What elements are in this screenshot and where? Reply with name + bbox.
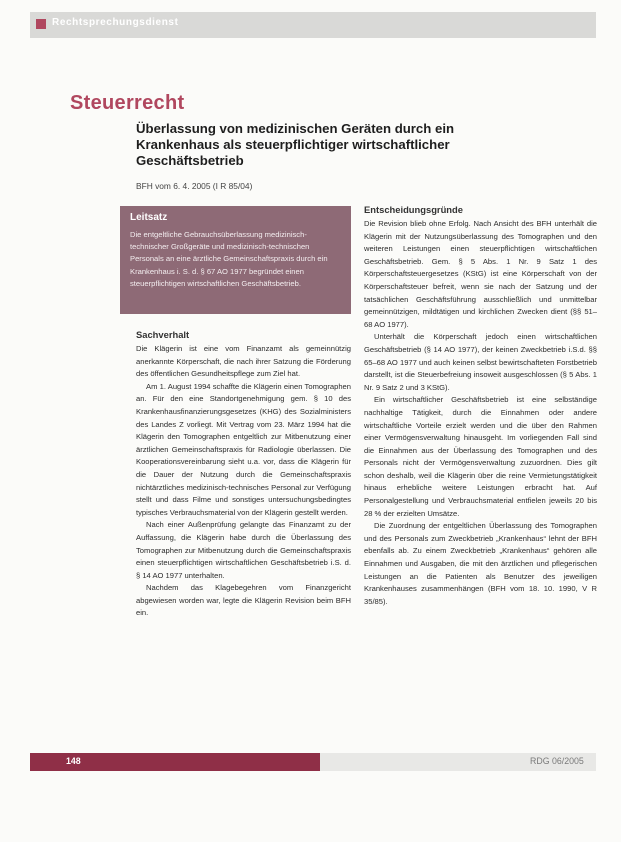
- entscheidung-paragraph: Die Zuordnung der entgeltlichen Überlassung des Tomographen und des Personals zum Zweckbetrieb „Krankenhaus“ lehnt der BFH ebenfalls ab. Zu einem Zweckbetrieb „Krankenhaus“ gehören alle Einnahmen und Ausgaben, die mit den ärztlichen und pflegerischen Leistungen an die Patienten als Benutzer des jeweiligen Krankenhauses zusammenhängen (BFH vom 18. 10. 1990, V R 35/85).: [364, 521, 597, 606]
- article-citation: BFH vom 6. 4. 2005 (I R 85/04): [136, 181, 253, 191]
- sachverhalt-heading: Sachverhalt: [136, 329, 190, 340]
- journal-issue: RDG 06/2005: [530, 756, 584, 766]
- entscheidungsgruende-column: [364, 218, 597, 608]
- sachverhalt-paragraph: Nach einer Außenprüfung gelangte das Finanzamt zu der Auffassung, die Klägerin habe durch die Überlassung des Tomographen zur Mitbenutzung durch die Gemeinschaftspraxis einen steuerpflichtigen wirtschaftlichen Geschäftsbetrieb i.S. d. § 14 AO 1977 unterhalten.: [136, 520, 351, 580]
- sachverhalt-paragraph: Die Klägerin ist eine vom Finanzamt als gemeinnützig anerkannte Körperschaft, die nach ihrer Satzung die Förderung des öffentlichen Gesundheitspflege zum Ziel hat.: [136, 344, 351, 379]
- entscheidungsgruende-heading: Entscheidungsgründe: [364, 204, 463, 215]
- header-label: Rechtsprechungsdienst: [52, 17, 179, 28]
- sachverhalt-paragraph: Am 1. August 1994 schaffte die Klägerin einen Tomographen an. Für den eine Standortgenehmigung gem. § 10 des Krankenhausfinanzierungsgesetzes (KHG) des Sozialministers des Landes Z vorliegt. Mit Vertrag vom 23. März 1994 hat die Klägerin den Tomographen entgeltlich zur Mitbenutzung einer ärztlichen Gemeinschaftspraxis für Radiologie überlassen. Die Kooperationsvereinbarung sieht u.a. vor, dass die Klägerin für die Dauer der Nutzung durch die Gemeinschaftspraxis nichtärztliches medizinisch-technisches Personal zur Verfügung stellt und dass Filme und sonstiges untersuchungsbedingtes typisches Verbrauchsmaterial von der Klägerin gestellt werden.: [136, 381, 351, 517]
- section-title: Steuerrecht: [70, 92, 185, 114]
- leitsatz-title: Leitsatz: [130, 212, 168, 223]
- sachverhalt-column: [136, 343, 351, 620]
- article-title: Überlassung von medizinischen Geräten durch ein Krankenhaus als steuerpflichtiger wirtschaftlicher Geschäftsbetrieb: [136, 121, 455, 168]
- entscheidung-paragraph: Unterhält die Körperschaft jedoch einen wirtschaftlichen Geschäftsbetrieb (§ 14 AO 1977), der keinen Zweckbetrieb i.S.d. §§ 65–68 AO 1977 und auch keinen selbst bewirtschafteten Forstbetrieb darstellt, ist die Steuerbefreiung insoweit ausgeschlossen (§ 5 Abs. 1 Nr. 9 Satz 2 und 3 KStG).: [364, 332, 597, 392]
- entscheidung-paragraph: Die Revision blieb ohne Erfolg. Nach Ansicht des BFH unterhält die Klägerin mit der Nutzungsüberlassung des Tomographen und den weiteren Leistungen einen steuerpflichtigen wirtschaftlichen Geschäftsbetrieb. Gem. § 5 Abs. 1 Nr. 9 Satz 1 des Körperschaftsteuergesetzes (KStG) ist eine Körperschaft von der Körperschaftsteuer befreit, wenn sie nach der Satzung und der tatsächlichen Geschäftsführung ausschließlich und unmittelbar gemeinnützigen, mildtätigen und kirchlichen Zwecken dient (§§ 51–68 AO 1977).: [364, 219, 597, 329]
- page-number: 148: [66, 756, 81, 766]
- header-square-marker: [36, 19, 46, 29]
- sachverhalt-paragraph: Nachdem das Klagebegehren vom Finanzgericht abgewiesen worden war, legte die Klägerin Revision beim BFH ein.: [136, 583, 351, 618]
- leitsatz-text: Die entgeltliche Gebrauchsüberlassung medizinisch-technischer Großgeräte und medizinisch-technischen Personals an eine ärztliche Gemeinschaftspraxis durch ein Krankenhaus i. S. d. § 67 AO 1977 begründet einen steuerpflichtigen wirtschaftlichen Geschäftsbetrieb.: [130, 230, 328, 288]
- entscheidung-paragraph: Ein wirtschaftlicher Geschäftsbetrieb ist eine selbständige nachhaltige Tätigkeit, durch die Einnahmen oder andere wirtschaftliche Vorteile erzielt werden und die über den Rahmen einer Vermögensverwaltung hinausgeht. Im vorliegenden Fall sind die Einnahmen aus der Überlassung des Tomographen und des Personals nicht der Vermögensverwaltung zuzuordnen. Dies gilt schon deshalb, weil die Klägerin über die reine Vermietungstätigkeit hinaus erhebliche weitere Leistungen erbracht hat. Auf Personalgestellung und Verbrauchsmaterial entfielen jeweils 20 bis 28 % der erzielten Umsätze.: [364, 395, 597, 518]
